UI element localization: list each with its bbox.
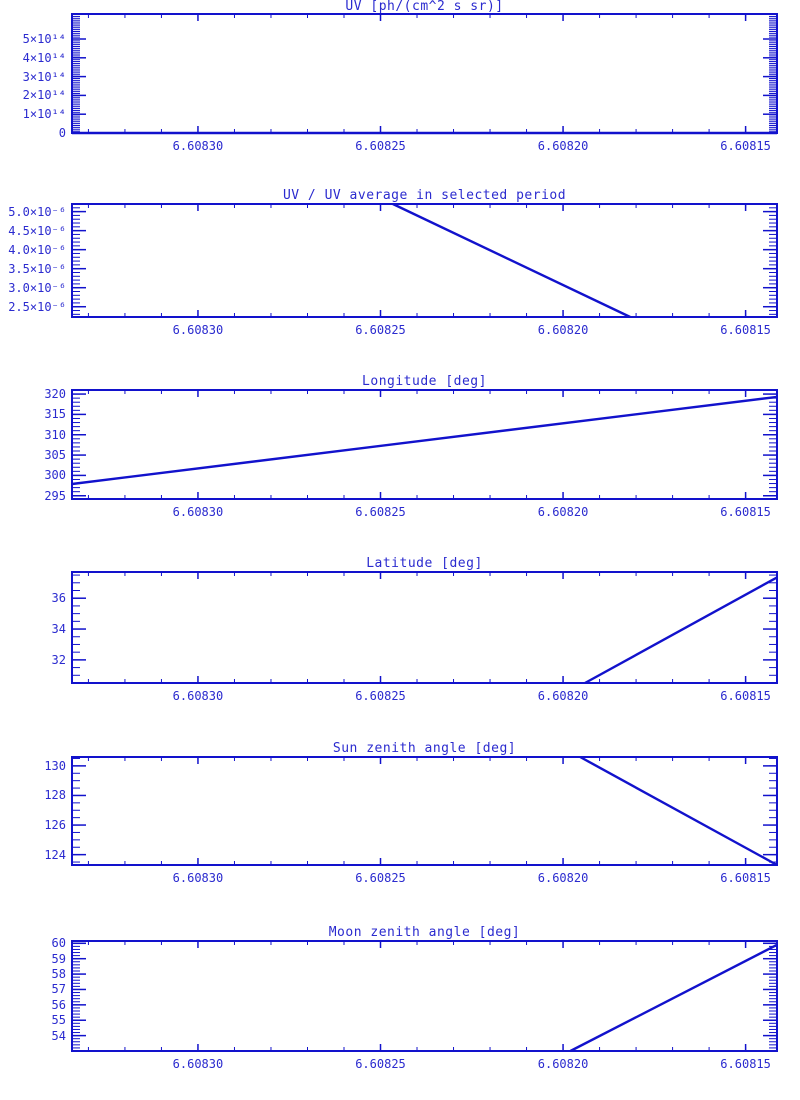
plot-latitude-title: Latitude [deg] — [366, 556, 483, 571]
x-tick-label: 6.60815 — [720, 323, 771, 337]
plot-latitude — [72, 572, 777, 683]
x-tick-label: 6.60820 — [537, 323, 589, 337]
x-tick-label: 6.60825 — [355, 139, 406, 153]
plot-uv — [72, 14, 777, 133]
x-tick-label: 6.60830 — [172, 871, 224, 885]
x-tick-label: 6.60825 — [355, 505, 406, 519]
y-tick-label: 4×10¹⁴ — [22, 50, 66, 65]
series-uv-ratio — [393, 204, 630, 317]
y-tick-label: 295 — [44, 488, 66, 503]
x-tick-label: 6.60815 — [720, 871, 771, 885]
y-tick-label: 3.0×10⁻⁶ — [8, 280, 66, 295]
y-tick-label: 130 — [44, 758, 66, 773]
plot-moon-zenith — [72, 941, 777, 1051]
x-tick-label: 6.60825 — [355, 1057, 406, 1071]
y-tick-label: 57 — [51, 982, 66, 997]
plot-sun-zenith-title: Sun zenith angle [deg] — [332, 741, 517, 756]
x-tick-label: 6.60825 — [355, 689, 406, 703]
y-tick-label: 305 — [44, 448, 66, 463]
x-tick-label: 6.60830 — [172, 323, 224, 337]
plot-longitude-title: Longitude [deg] — [362, 374, 487, 389]
y-tick-label: 58 — [51, 967, 66, 982]
y-tick-label: 59 — [51, 951, 66, 966]
series-latitude — [585, 577, 777, 683]
y-tick-label: 56 — [51, 997, 66, 1012]
y-tick-label: 54 — [51, 1028, 66, 1043]
y-tick-label: 55 — [51, 1013, 66, 1028]
x-tick-label: 6.60815 — [720, 689, 771, 703]
x-tick-label: 6.60820 — [537, 1057, 589, 1071]
y-tick-label: 5×10¹⁴ — [22, 32, 66, 46]
y-tick-label: 1×10¹⁴ — [22, 107, 66, 122]
y-tick-label: 4.0×10⁻⁶ — [8, 242, 66, 257]
plot-uv-ratio — [72, 204, 777, 317]
x-tick-label: 6.60820 — [537, 139, 589, 153]
series-moon-zenith — [570, 945, 777, 1051]
x-tick-label: 6.60815 — [720, 505, 771, 519]
series-longitude — [72, 397, 777, 484]
y-tick-label: 34 — [51, 622, 66, 637]
y-tick-label: 128 — [44, 788, 66, 803]
x-tick-label: 6.60830 — [172, 1057, 224, 1071]
y-tick-label: 126 — [44, 818, 66, 833]
y-tick-label: 2.5×10⁻⁶ — [8, 299, 66, 314]
x-tick-label: 6.60815 — [720, 139, 771, 153]
y-tick-label: 2×10¹⁴ — [22, 88, 66, 103]
y-tick-label: 5.0×10⁻⁶ — [8, 204, 66, 219]
plot-uv-ratio-title: UV / UV average in selected period — [282, 188, 567, 203]
plot-moon-zenith-title: Moon zenith angle [deg] — [328, 925, 521, 940]
x-tick-label: 6.60825 — [355, 323, 406, 337]
y-tick-label: 3×10¹⁴ — [22, 69, 66, 84]
y-tick-label: 36 — [51, 591, 66, 606]
plot-sun-zenith — [72, 757, 777, 865]
x-tick-label: 6.60830 — [172, 689, 224, 703]
y-tick-label: 124 — [44, 847, 66, 862]
x-tick-label: 6.60820 — [537, 689, 589, 703]
y-tick-label: 315 — [44, 407, 66, 422]
y-tick-label: 0 — [58, 126, 66, 140]
y-tick-label: 320 — [44, 387, 66, 402]
y-tick-label: 32 — [51, 652, 66, 667]
x-tick-label: 6.60820 — [537, 505, 589, 519]
series-sun-zenith — [580, 757, 777, 865]
y-tick-label: 310 — [44, 427, 66, 442]
x-tick-label: 6.60830 — [172, 505, 224, 519]
plot-uv-title: UV [ph/(cm^2 s sr)] — [345, 0, 504, 14]
y-tick-label: 300 — [44, 468, 66, 483]
x-tick-label: 6.60820 — [537, 871, 589, 885]
x-tick-label: 6.60830 — [172, 139, 224, 153]
y-tick-label: 60 — [51, 936, 66, 951]
plot-longitude — [72, 390, 777, 499]
y-tick-label: 3.5×10⁻⁶ — [8, 261, 66, 276]
y-tick-label: 4.5×10⁻⁶ — [8, 223, 66, 238]
x-tick-label: 6.60825 — [355, 871, 406, 885]
x-tick-label: 6.60815 — [720, 1057, 771, 1071]
